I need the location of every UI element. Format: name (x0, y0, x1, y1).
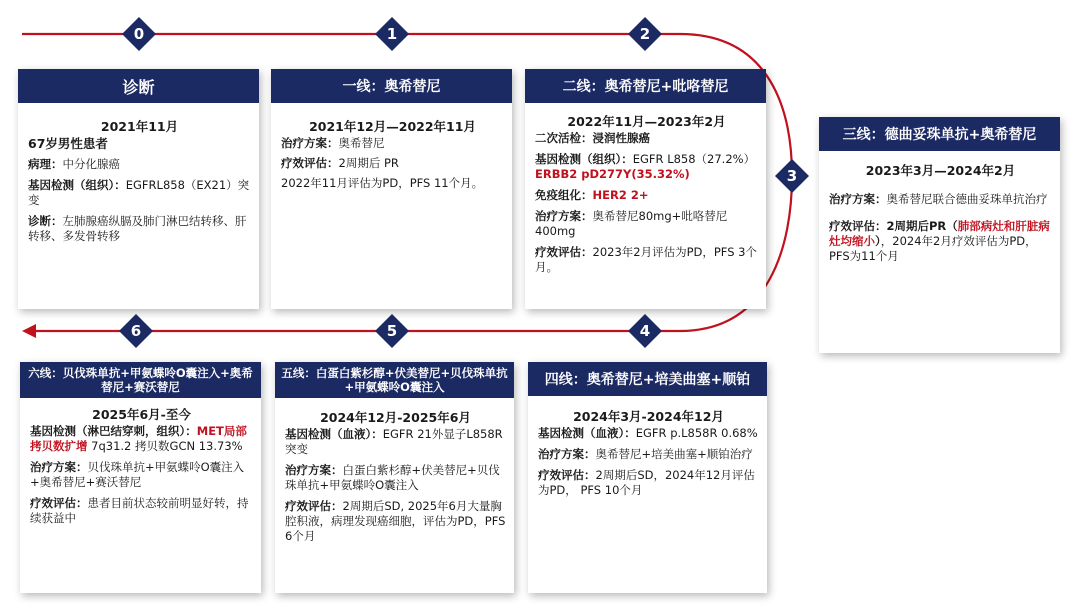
gene-test-row: 基因检测（组织）：EGFRL858（EX21）突变 (28, 178, 250, 207)
eval-row: 疗效评估：2周期后PR（肺部病灶和肝脏病灶均缩小），2024年2月疗效评估为PD，PFS为11个月 (829, 219, 1050, 263)
eval-row: 疗效评估：患者目前状态较前明显好转，持续获益中 (30, 496, 249, 525)
gene-test-row: 基因检测（组织）：EGFR L858（27.2%） ERBB2 pD277Y(35.32%) (535, 152, 756, 181)
plan-row: 治疗方案：奥希替尼联合德曲妥珠单抗治疗 (829, 192, 1048, 206)
card-title: 二线：奥希替尼+吡咯替尼 (525, 69, 766, 103)
card-title: 五线：白蛋白紫杉醇+伏美替尼+贝伐珠单抗+甲氨蝶呤O囊注入 (275, 362, 514, 398)
plan-row: 治疗方案：奥希替尼 (281, 136, 385, 150)
gene-test-row: 基因检测（血液）：EGFR p.L858R 0.68% (538, 426, 758, 440)
step-node-0: 0 (122, 17, 156, 51)
card-line-2 (525, 69, 766, 309)
card-date: 2022年11月—2023年2月 (567, 114, 726, 129)
plan-row: 治疗方案：奥希替尼+培美曲塞+顺铂治疗 (538, 447, 753, 461)
step-node-5: 5 (375, 314, 409, 348)
eval-row: 疗效评估：2023年2月评估为PD，PFS 3个月。 (535, 245, 757, 274)
card-line-3 (819, 117, 1060, 353)
step-node-6: 6 (119, 314, 153, 348)
card-date: 2021年11月 (100, 119, 179, 134)
card-line-5 (275, 362, 514, 593)
pathology-row: 病理：中分化腺癌 (28, 157, 120, 171)
step-node-3: 3 (775, 159, 809, 193)
card-diagnosis (18, 69, 259, 309)
patient-info: 67岁男性患者 (28, 136, 108, 151)
card-date: 2025年6月-至今 (92, 407, 191, 422)
card-title: 诊断 (18, 69, 259, 103)
eval-row: 疗效评估：2周期后SD, 2025年6月大量胸腔积液，病理发现癌细胞，评估为PD，PFS 6个月 (285, 499, 506, 543)
eval-detail: 2022年11月评估为PD，PFS 11个月。 (281, 176, 484, 190)
eval-row: 疗效评估：2周期后SD，2024年12月评估为PD， PFS 10个月 (538, 468, 755, 497)
plan-row: 治疗方案：奥希替尼80mg+吡咯替尼400mg (535, 209, 728, 238)
biopsy-row: 二次活检：浸润性腺癌 (535, 131, 650, 145)
card-line-4 (528, 362, 767, 593)
card-title: 四线：奥希替尼+培美曲塞+顺铂 (528, 362, 767, 396)
card-title: 六线：贝伐珠单抗+甲氨蝶呤O囊注入+奥希替尼+赛沃替尼 (20, 362, 261, 398)
card-line-1 (271, 69, 512, 309)
card-title: 一线：奥希替尼 (271, 69, 512, 103)
plan-row: 治疗方案：白蛋白紫杉醇+伏美替尼+贝伐珠单抗+甲氨蝶呤O囊注入 (285, 463, 500, 492)
step-node-2: 2 (628, 17, 662, 51)
card-date: 2024年12月-2025年6月 (320, 410, 471, 425)
eval-row: 疗效评估：2周期后 PR (281, 156, 399, 170)
plan-row: 治疗方案：贝伐珠单抗+甲氨蝶呤O囊注入+奥希替尼+赛沃替尼 (30, 460, 245, 489)
arrow-head-icon (22, 324, 36, 338)
card-date: 2021年12月—2022年11月 (309, 119, 476, 134)
card-line-6 (20, 362, 261, 593)
step-node-4: 4 (628, 314, 662, 348)
ihc-row: 免疫组化：HER2 2+ (535, 188, 649, 202)
gene-test-row: 基因检测（血液）：EGFR 21外显子L858R突变 (285, 427, 503, 456)
card-date: 2024年3月-2024年12月 (573, 409, 724, 424)
step-node-1: 1 (375, 17, 409, 51)
diagnosis-row: 诊断：左肺腺癌纵膈及肺门淋巴结转移、肝转移、多发骨转移 (28, 214, 247, 243)
gene-test-row: 基因检测（淋巴结穿刺，组织）：MET局部拷贝数扩增 7q31.2 拷贝数GCN 13.73% (30, 424, 247, 453)
card-title: 三线：德曲妥珠单抗+奥希替尼 (819, 117, 1060, 151)
card-date: 2023年3月—2024年2月 (865, 163, 1016, 178)
